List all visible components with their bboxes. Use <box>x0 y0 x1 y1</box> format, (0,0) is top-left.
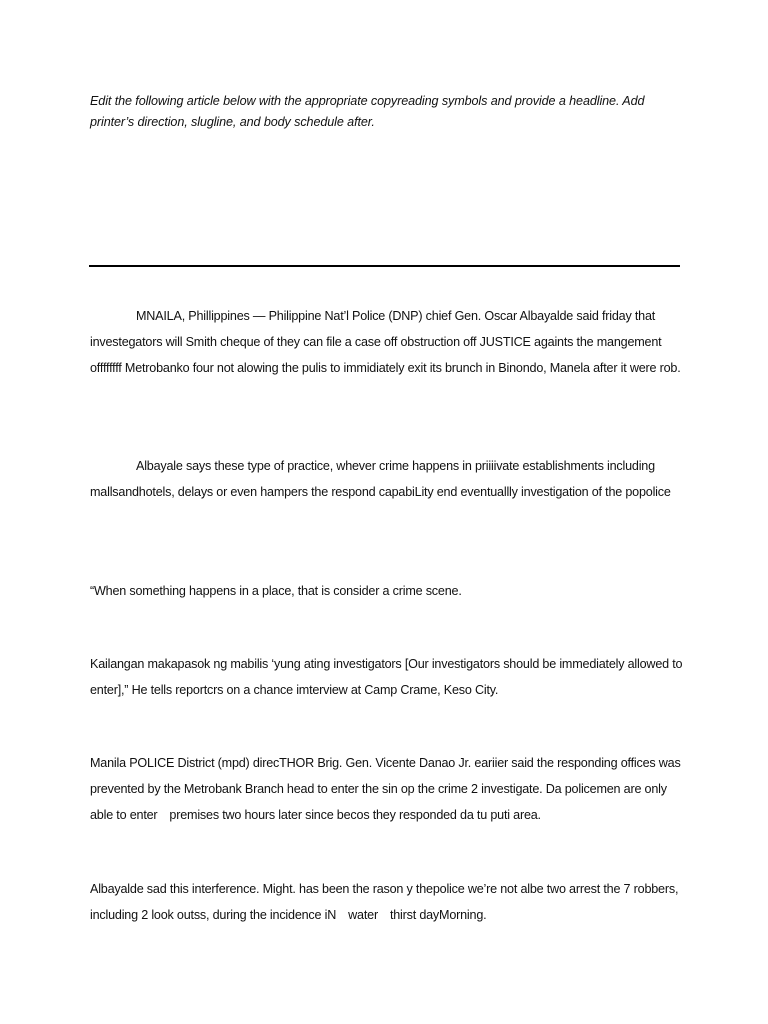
article-paragraph-3 <box>90 579 684 605</box>
article-paragraph-4-text: Kailangan makapasok ng mabilis ‘yung ating investigators [Our investigators should be immediately allowed to enter],” He tells reportcrs on a chance imterview at Camp Crame, Keso City. <box>90 657 683 697</box>
assignment-instructions: Edit the following article below with the appropriate copyreading symbols and provide a headline. Add printer’s direction, slugline, and body schedule after. <box>90 94 645 129</box>
article-paragraph-5-text-a: Manila POLICE District (mpd) direcTHOR Brig. Gen. Vicente Danao Jr. eariier said the responding offices was prevented by the Metrobank Branch head to enter the sin op the crime 2 investigate. Da policemen are only able to enter <box>90 756 681 822</box>
article-paragraph-4 <box>90 652 684 704</box>
article-paragraph-3-text: “When something happens in a place, that is consider a crime scene. <box>90 584 462 598</box>
article-paragraph-6-text-c: thirst dayMorning. <box>389 907 487 922</box>
horizontal-divider <box>89 265 680 267</box>
article-paragraph-2-text: Albayale says these type of practice, whever crime happens in priiiivate establishments including mallsandhotels, delays or even hampers the respond capabiLity end eventuallly investigation of the popolice <box>90 459 671 499</box>
article-paragraph-1 <box>90 304 684 381</box>
article-paragraph-6-text-a: Albayalde sad this interference. Might. has been the rason y thepolice we’re not albe two arrest the 7 robbers, including 2 look outss, during the incidence iN <box>90 882 679 922</box>
article-paragraph-2 <box>90 454 684 506</box>
article-paragraph-5-text-b: premises two hours later since becos they responded da tu puti area. <box>169 807 541 822</box>
article-paragraph-1-text: MNAILA, Phillippines — Philippine Nat’l Police (DNP) chief Gen. Oscar Albayalde said friday that investegators will Smith cheque of they can file a case off obstruction off JUSTICE againts the mangement offffffff Metrobanko four not alowing the pulis to immidiately exit its brunch in Binondo, Manela after it were rob. <box>90 309 681 375</box>
article-paragraph-5 <box>90 751 684 828</box>
article-paragraph-6-text-b: water <box>348 907 378 922</box>
article-paragraph-6 <box>90 877 684 929</box>
